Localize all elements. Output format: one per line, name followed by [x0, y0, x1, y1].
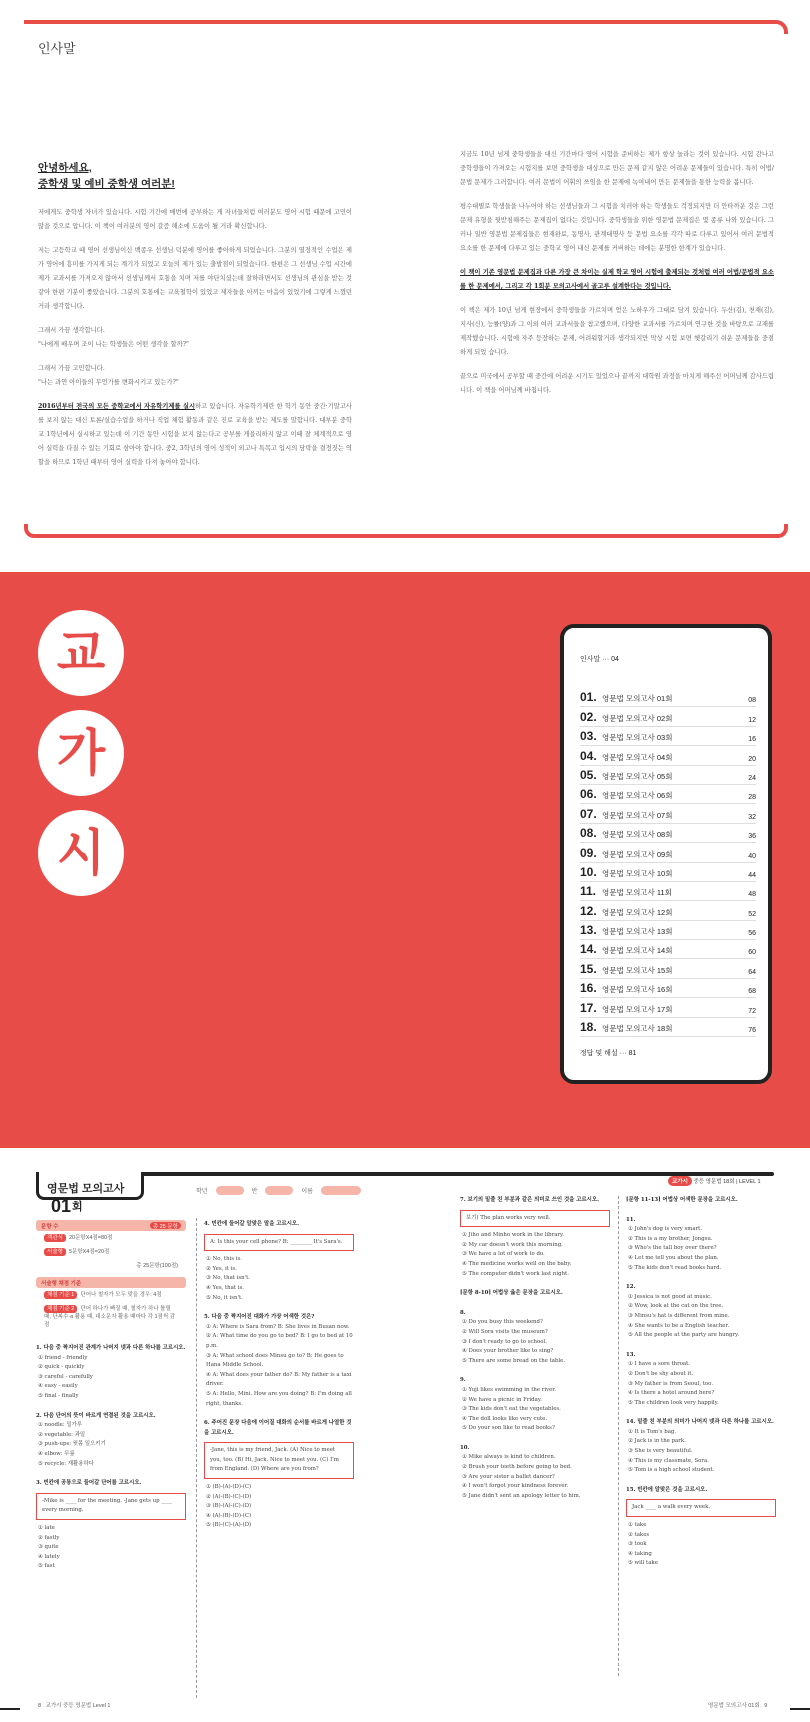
answer-option[interactable]: ② Don't be shy about it.	[628, 1370, 694, 1377]
info-title: 문항 수	[41, 1224, 59, 1230]
answer-option[interactable]: ③ She is very beautiful.	[628, 1448, 693, 1455]
info-total: 총 25 문항	[150, 1222, 181, 1229]
toc-item-title: 영문법 모의고사 16회	[602, 985, 673, 995]
toc-item[interactable]	[580, 727, 756, 746]
answer-option[interactable]: ① Jiho and Minho work in the library.	[462, 1232, 565, 1239]
answer-option[interactable]: ① take	[628, 1522, 647, 1529]
lead-line-2: 중학생 및 예비 중학생 여러분!	[38, 178, 175, 190]
toc-item-page: 16	[748, 736, 756, 744]
question-stem: 7. 보기의 밑줄 친 부분과 같은 의미로 쓰인 것을 고르시오.	[460, 1197, 599, 1203]
greeting-left-column	[38, 160, 352, 480]
paragraph: 평수대별로 학생들을 나누어야 하는 선생님들과 그 시험을 치러야 하는 학생들도 걱정되지만 더 안타까운 것은 그런 문제 유형을 뒷받침해주는 문제집이 없다는 것입니다. 중학생들을 위한 영문법 문제집은 몇 종류 나와 있습니다. 그러나 일반 영문법 문제집들은 현재완료, 동명사, 관계대명사 등 문법 요소를 각각 따로 다루고 있어서 여러 문법적 요소를 한 문제에 다루고 있는 중학교 영어 내신 문제를 커버하는 데에는 분명한 한계가 있습니다.	[460, 203, 774, 252]
toc-item-title: 영문법 모의고사 01회	[602, 694, 673, 704]
table-of-contents	[560, 624, 772, 1084]
exam-suffix: 회	[72, 1201, 83, 1213]
toc-item[interactable]	[580, 998, 756, 1017]
paragraph: 저에게도 중학생 자녀가 있습니다. 시험 기간에 매번에 공부하는 게 자녀들처럼 여러분도 영어 시험 때문에 고민이 많을 것으로 압니다. 이 책이 여러분의 영어 갈증 해소에 도움이 될 거라 확신합니다.	[38, 209, 352, 230]
answer-option[interactable]: ④ A: What does your father do? B: My father is a taxi driver.	[206, 1371, 352, 1388]
question-stem: 1. 다음 중 짝지어진 관계가 나머지 넷과 다른 하나를 고르시오.	[36, 1345, 186, 1351]
info-text: 5문항X4점=20점	[68, 1249, 110, 1255]
answer-option[interactable]: ④ Yes, that is.	[206, 1284, 244, 1291]
toc-item-page: 12	[748, 716, 756, 724]
answer-option[interactable]: ③ careful - carefully	[38, 1373, 93, 1380]
exam-title	[36, 1172, 144, 1216]
info-row	[36, 1288, 186, 1302]
toc-item-page: 36	[748, 833, 756, 841]
toc-item[interactable]	[580, 1018, 756, 1037]
answer-option[interactable]: ③ push-ups: 윗몸 일으키기	[38, 1441, 106, 1448]
paragraph: "나는 과연 아이들의 무언가를 변화시키고 있는가?"	[38, 379, 179, 386]
toc-item-num: 13.	[580, 923, 597, 938]
answer-option[interactable]: ③ The kids don't eat the vegetables.	[462, 1406, 561, 1413]
answer-option[interactable]: ③ quite	[38, 1544, 59, 1551]
class-field[interactable]	[265, 1186, 293, 1195]
question-stem: 15. 빈칸에 알맞은 것을 고르시오.	[626, 1486, 708, 1493]
answer-option[interactable]: ① late	[38, 1524, 55, 1531]
answer-option[interactable]: ② quick - quickly	[38, 1364, 85, 1371]
toc-item-page: 72	[748, 1007, 756, 1015]
question-stem: 4. 빈칸에 들어갈 알맞은 말을 고르시오.	[204, 1221, 299, 1227]
highlight-text: 2016년부터 전국의 모든 중학교에서 자유학기제를 실시	[38, 403, 196, 410]
page-number-right: 9	[764, 1703, 768, 1709]
info-box	[36, 1220, 186, 1332]
paragraph: "나에게 배우며 조이 나는 학생들은 어떤 생각을 할까?"	[38, 341, 189, 348]
toc-item-title: 영문법 모의고사 15회	[602, 965, 673, 975]
answer-option[interactable]: ③ My father is from Seoul, too.	[628, 1380, 714, 1387]
info-tag: 객관식	[44, 1234, 66, 1242]
footer-left-text: 교가시 중등 영문법 Level 1	[45, 1703, 111, 1709]
info-tag: 채점 기준 2	[44, 1305, 77, 1313]
toc-item-num: 07.	[580, 806, 597, 821]
answer-option[interactable]: ① Yuji likes swimming in the river.	[462, 1386, 556, 1393]
answer-option[interactable]: ④ elbow: 무릎	[38, 1450, 75, 1457]
answer-option[interactable]: ⑤ There are some bread on the table.	[462, 1357, 566, 1364]
answer-option[interactable]: ⑤ (B)-(C)-(A)-(D)	[206, 1522, 252, 1529]
answer-option[interactable]: ④ Does your brother like to sing?	[462, 1348, 554, 1355]
answer-option[interactable]: ⑤ Jane didn't sent an apology letter to him.	[462, 1492, 581, 1499]
toc-item-title: 영문법 모의고사 12회	[602, 907, 673, 917]
toc-item-num: 04.	[580, 748, 597, 763]
answer-option[interactable]: ③ (B)-(A)-(C)-(D)	[206, 1503, 252, 1510]
toc-item-page: 76	[748, 1027, 756, 1035]
toc-item[interactable]	[580, 707, 756, 726]
toc-item[interactable]	[580, 921, 756, 940]
toc-item[interactable]	[580, 863, 756, 882]
lead-line-1: 안녕하세요,	[38, 162, 92, 174]
toc-item[interactable]	[580, 804, 756, 823]
info-title-2: 서술형 채점 기준	[41, 1281, 82, 1287]
answer-option[interactable]: ② Will Sora visits the museum?	[462, 1328, 548, 1335]
name-field[interactable]	[321, 1186, 361, 1195]
toc-item-page: 08	[748, 697, 756, 705]
toc-item-title: 영문법 모의고사 02회	[602, 713, 673, 723]
toc-item[interactable]	[580, 882, 756, 901]
toc-item-num: 12.	[580, 903, 597, 918]
toc-item-num: 05.	[580, 767, 597, 782]
exam-number: 01	[51, 1196, 72, 1216]
page-number-left: 8	[38, 1703, 42, 1709]
toc-item-title: 영문법 모의고사 07회	[602, 810, 673, 820]
question-stem: [문항 11-13] 어법상 어색한 문장을 고르시오.	[626, 1197, 738, 1203]
paragraph: 지금도 10년 넘게 중학생들을 대신 기간마다 영어 시험을 준비하는 제가 항상 놀라는 것이 있습니다. 시험 감나고 중학생들이 가져오는 시험지를 보면 중학생을 대상으로 만든 문제 같지 않은 어려운 문제들이 있습니다. 특히 어법/문법 문제가 그러합니다. 여러 문법이 어휘의 쓰임을 한 문제에 녹여내어 만든 문제들을 통한 능력을 봅니다.	[460, 151, 774, 186]
toc-item-page: 68	[748, 988, 756, 996]
toc-item[interactable]	[580, 940, 756, 959]
answer-option[interactable]: ④ This is my classmate, Sora.	[628, 1457, 709, 1464]
toc-item-title: 영문법 모의고사 14회	[602, 946, 673, 956]
answer-option[interactable]: ⑤ final - finally	[38, 1392, 79, 1399]
answer-option[interactable]: ④ taking	[628, 1550, 652, 1557]
answer-option[interactable]: ② vegetable: 과일	[38, 1431, 86, 1438]
toc-item-num: 08.	[580, 826, 597, 841]
question-box: -Mike is ____ for the meeting. -Jane gets up ____ every morning.	[36, 1493, 186, 1520]
toc-item[interactable]	[580, 766, 756, 785]
answer-option[interactable]: ① noodle: 밀가루	[38, 1422, 83, 1429]
greeting-right-column	[460, 148, 774, 408]
info-text: 단어 하나가 빠질 때, 철자가 하나 틀릴 때, 단복수·a 활용 때, 대소문자 활용 때마다 각 1점씩 감점	[44, 1306, 176, 1328]
answer-option[interactable]: ⑤ will take	[628, 1560, 658, 1567]
answer-option[interactable]: ⑤ fast	[38, 1563, 55, 1570]
question-box: -Jane, this is my friend, Jack. (A) Nice to meet you, too. (B) Hi, Jack. Nice to meet you. (C) I'm from England. (D) Where are you from?	[204, 1442, 354, 1479]
info-row	[36, 1259, 186, 1273]
answer-option[interactable]: ① friend - friendly	[38, 1354, 88, 1361]
question-stem: 9.	[460, 1377, 466, 1384]
info-row	[36, 1245, 186, 1259]
toc-item-num: 16.	[580, 981, 597, 996]
toc-item-page: 20	[748, 755, 756, 763]
answer-option[interactable]: ③ No, that isn't.	[206, 1275, 250, 1282]
toc-item-num: 02.	[580, 709, 597, 724]
answer-option[interactable]: ① (B)-(A)-(D)-(C)	[206, 1484, 252, 1491]
column-divider	[196, 1218, 197, 1698]
question-stem: 6. 주어진 문장 다음에 이어질 대화의 순서를 바르게 나열한 것을 고르시오.	[204, 1420, 352, 1436]
toc-item[interactable]	[580, 688, 756, 707]
question-column-3	[460, 1196, 610, 1501]
answer-option[interactable]: ④ Is there a hotel around here?	[628, 1390, 715, 1397]
toc-intro[interactable]: 인사말 ··· 04	[580, 656, 619, 663]
info-text: 단어나 철자가 모두 맞을 경우: 4점	[80, 1292, 162, 1298]
question-stem: 12.	[626, 1284, 636, 1291]
paragraph-rest: 하고 있습니다. 자유학기제란 한 학기 동안 중간·기말고사를 보지 않는 대신 토론/실습수업을 하거나 직업 체험 활동과 같은 진로 교육을 받는 제도를 말합니다. 대부분 중학교 1학년에서 실시하고 있는데 이 기간 동안 시험을 보지 않는다고 공부를 게을리하지 않고 이때 잘 체계적으로 영어 실력을 다질 수 있는 기회로 삼아야 합니다. 중2, 3학년의 영어 성적이 외고나 특목고 입시의 당락을 결정짓는 역할을 하므로 1학년 때부터 영어 실력을 다져 놓아야 합니다.	[38, 403, 353, 466]
toc-item-page: 52	[748, 910, 756, 918]
toc-item-num: 06.	[580, 787, 597, 802]
toc-item-num: 01.	[580, 690, 597, 705]
question-column-2	[204, 1220, 354, 1531]
paragraph: 이 책은 제가 10년 넘게 현장에서 중학생들을 가르치며 얻은 노하우가 그대로 담겨 있습니다. 두산(김), 천재(김), 지사(신), 능률(양)과 그 이외 여러 교과서들을 참고했으며, 다양한 교과서를 가르치며 연구한 것을 바탕으로 교재를 제작했습니다. 시험에 자주 등장하는 문제, 어려워할거라 생각되지만 막상 시험 보면 헷갈리기 쉬운 문제들을 중점하게 되었 습니다.	[460, 307, 774, 356]
answer-option[interactable]: ⑤ recycle: 재활용하다	[38, 1460, 94, 1467]
answer-option[interactable]: ① I have a sore throat.	[628, 1361, 690, 1368]
paragraph: 이 책이 기존 영문법 문제집과 다른 가장 큰 차이는 실제 학교 영어 시험에 출제되는 것처럼 여러 어법/문법적 요소를 한 문제에서, 그리고 각 1회분 모의고사에서 골고루 설계한다는 것입니다.	[460, 269, 774, 290]
column-divider	[618, 1196, 619, 1676]
student-fields	[196, 1186, 361, 1195]
question-stem: 8.	[460, 1309, 466, 1316]
toc-item-page: 44	[748, 871, 756, 879]
paragraph: 그래서 가끔 고민합니다.	[38, 365, 105, 372]
info-rows-2	[36, 1288, 186, 1332]
question-stem: 2. 다음 단어의 뜻이 바르게 연결된 것을 고르시오.	[36, 1412, 156, 1419]
answer-option[interactable]: ② This is a my brother, Jongsu.	[628, 1235, 713, 1242]
answer-option[interactable]: ⑤ Tom is a high school student.	[628, 1467, 715, 1474]
answer-option[interactable]: ① It is Tom's bag.	[628, 1428, 677, 1435]
info-row	[36, 1302, 186, 1332]
info-header-2	[36, 1277, 186, 1288]
grade-field[interactable]	[216, 1186, 244, 1195]
info-text: 20문항X4점=80점	[68, 1235, 113, 1241]
toc-item-page: 48	[748, 891, 756, 899]
name-label: 이름	[301, 1189, 313, 1195]
greeting-spread	[0, 0, 810, 572]
question-column-4	[626, 1196, 776, 1569]
question-stem: 10.	[460, 1444, 470, 1451]
toc-item[interactable]	[580, 785, 756, 804]
answer-option[interactable]: ④ (A)-(B)-(D)-(C)	[206, 1512, 252, 1519]
greeting-lead	[38, 160, 352, 192]
answer-option[interactable]: ② We have a picnic in Friday.	[462, 1396, 542, 1403]
top-frame-border	[24, 20, 788, 34]
toc-list	[580, 688, 756, 1037]
toc-item[interactable]	[580, 901, 756, 920]
toc-item-title: 영문법 모의고사 08회	[602, 830, 673, 840]
answer-option[interactable]: ② (A)-(B)-(C)-(D)	[206, 1493, 252, 1500]
question-box: 보기) The plan works very well.	[460, 1210, 610, 1228]
question-box: A: Is this your cell phone? B: ________ It's Sara's.	[204, 1234, 354, 1252]
footer-right	[708, 1701, 767, 1709]
toc-item-title: 영문법 모의고사 18회	[602, 1024, 673, 1034]
toc-item-num: 15.	[580, 961, 597, 976]
question-stem: 14. 밑줄 친 부분의 의미가 나머지 넷과 다른 하나를 고르시오.	[626, 1419, 774, 1426]
toc-item-title: 영문법 모의고사 17회	[602, 1004, 673, 1014]
brand-tag: 교가시	[668, 1176, 692, 1186]
answer-option[interactable]: ③ Are your sister a ballet dancer?	[462, 1473, 555, 1480]
toc-item[interactable]	[580, 979, 756, 998]
answer-option[interactable]: ② Wow, look at the cat on the tree.	[628, 1303, 724, 1310]
answer-option[interactable]: ④ The doll looks like very cute.	[462, 1415, 548, 1422]
answer-option[interactable]: ③ We have a lot of work to do.	[462, 1251, 545, 1258]
toc-item-title: 영문법 모의고사 11회	[602, 888, 672, 898]
cover-char-1: 교	[38, 610, 124, 696]
toc-item-num: 09.	[580, 845, 597, 860]
info-tag: 채점 기준 1	[44, 1291, 77, 1299]
answer-option[interactable]: ③ Minsu's hat is different from mine.	[628, 1312, 730, 1319]
answer-option[interactable]: ④ Let me tell you about the plan.	[628, 1254, 719, 1261]
toc-item-title: 영문법 모의고사 09회	[602, 849, 673, 859]
answer-option[interactable]: ② Brush your teeth before going to bed.	[462, 1464, 572, 1471]
answer-option[interactable]: ③ A: What school does Minsu go to? B: He goes to Hana Middle School.	[206, 1352, 344, 1369]
toc-item-title: 영문법 모의고사 04회	[602, 752, 673, 762]
answer-option[interactable]: ⑤ The computer didn't work last night.	[462, 1270, 569, 1277]
paragraph: 끝으로 미국에서 공부할 때 중간에 어려운 시기도 있었으나 끝까지 대학원 과정을 마치게 해주신 어머님께 감사드립니다. 이 책을 어머님께 바칩니다.	[460, 373, 774, 394]
answer-option[interactable]: ⑤ A: Hello, Mini. How are you doing? B: I'm doing all right, thanks.	[206, 1390, 352, 1407]
exam-spread	[0, 1148, 810, 1722]
answer-option[interactable]: ① No, this is.	[206, 1256, 242, 1263]
info-row	[36, 1231, 186, 1245]
answer-option[interactable]: ② fastly	[38, 1534, 60, 1541]
answer-option[interactable]: ② takes	[628, 1531, 650, 1538]
toc-item-page: 40	[748, 852, 756, 860]
cover-char-3: 시	[38, 810, 124, 896]
greeting-title: 인사말	[38, 41, 76, 56]
toc-item[interactable]	[580, 746, 756, 765]
toc-item-title: 영문법 모의고사 06회	[602, 791, 673, 801]
exam-title-text: 영문법 모의고사	[47, 1183, 125, 1195]
footer-rule-left	[0, 1708, 20, 1710]
toc-item-num: 10.	[580, 864, 597, 879]
cover-char-2: 가	[38, 710, 124, 796]
answer-option[interactable]: ④ lately	[38, 1553, 60, 1560]
toc-item-page: 64	[748, 968, 756, 976]
answer-option[interactable]: ① Mike always is kind to children.	[462, 1454, 556, 1461]
answer-option[interactable]: ③ Who's the tall boy over there?	[628, 1245, 717, 1252]
question-box: Jack ____ a walk every week.	[626, 1499, 776, 1517]
toc-item-num: 17.	[580, 1000, 597, 1015]
answer-option[interactable]: ⑤ All the people at the party are hungry.	[628, 1332, 740, 1339]
answer-option[interactable]: ⑤ The kids don't read books hard.	[628, 1264, 722, 1271]
answer-option[interactable]: ④ She wants to be a English teacher.	[628, 1322, 730, 1329]
toc-item-num: 11.	[580, 884, 597, 899]
toc-item-title: 영문법 모의고사 05회	[602, 771, 673, 781]
answer-option[interactable]: ④ The medicine works well on the baby.	[462, 1260, 572, 1267]
grade-label: 학년	[196, 1189, 208, 1195]
paragraph	[38, 400, 352, 470]
toc-item-title: 영문법 모의고사 10회	[602, 868, 673, 878]
toc-item-page: 24	[748, 774, 756, 782]
toc-item[interactable]	[580, 824, 756, 843]
answer-option[interactable]: ① Do you busy this weekend?	[462, 1319, 543, 1326]
toc-item[interactable]	[580, 959, 756, 978]
toc-item-page: 32	[748, 813, 756, 821]
info-header	[36, 1220, 186, 1231]
question-column-1	[36, 1344, 186, 1572]
answer-option[interactable]: ④ I won't forgot your kindness forever.	[462, 1483, 569, 1490]
answer-option[interactable]: ② Jack is in the park.	[628, 1438, 686, 1445]
paragraph: 그래서 가끔 생각합니다.	[38, 327, 105, 334]
answer-option[interactable]: ① Jessica is not good at music.	[628, 1293, 712, 1300]
bottom-frame-border	[24, 524, 788, 538]
info-tag: 서술형	[44, 1248, 66, 1256]
header-rule	[36, 1172, 774, 1176]
question-stem: 13.	[626, 1351, 636, 1358]
toc-item-num: 03.	[580, 729, 597, 744]
toc-item-num: 14.	[580, 942, 597, 957]
paragraph: 저는 고등학교 때 영어 선생님이신 백종우 선생님 덕분에 영어를 좋아하게 되었습니다. 그분의 열정적인 수업은 제가 영어에 흥미를 가지게 되는 계기가 되었고 오늘의 제가 있는 출발점이 되었습니다. 한편은 그 선생님 수업 시간에 제가 교과서를 가져오지 않아서 선생님께서 호통을 치며 저를 야단치셨는데 잘하라면서도 선생님의 관심을 받는 것 같아 한편 기분이 좋았습니다. 그분의 호통에는 교육철학이 있었고 제자들을 아끼는 마음이 있었기에 그렇게 느꼈던 거라 생각합니다.	[38, 247, 352, 310]
right-header	[668, 1176, 761, 1186]
answer-option[interactable]: ④ easy - easily	[38, 1383, 78, 1390]
answer-option[interactable]: ③ took	[628, 1541, 647, 1548]
answer-option[interactable]: ② Yes, it is.	[206, 1265, 237, 1272]
info-rows	[36, 1231, 186, 1273]
answer-option[interactable]: ① A: Where is Sara from? B: She lives in Busan now.	[206, 1323, 350, 1330]
info-text: 총 25문항(100점)	[136, 1263, 178, 1269]
toc-item-num: 18.	[580, 1020, 597, 1035]
answer-option[interactable]: ⑤ Do your son like to read books?	[462, 1425, 555, 1432]
footer-left	[38, 1701, 110, 1709]
answer-option[interactable]: ① John's dog is very smart.	[628, 1226, 703, 1233]
series-label: 중등 영문법 18회 | LEVEL 1	[693, 1179, 761, 1185]
answer-option[interactable]: ⑤ No, it isn't.	[206, 1294, 243, 1301]
class-label: 반	[251, 1189, 258, 1195]
toc-item-page: 56	[748, 930, 756, 938]
toc-item-title: 영문법 모의고사 03회	[602, 733, 673, 743]
question-stem: [문항 8-10] 어법상 옳은 문장을 고르시오.	[460, 1290, 563, 1297]
footer-rule-right	[790, 1708, 810, 1710]
answer-option[interactable]: ③ I don't ready to go to school.	[462, 1338, 547, 1345]
answer-option[interactable]: ② A: What time do you go to bed? B: I go to bed at 10 p.m.	[206, 1333, 353, 1349]
footer-right-text: 영문법 모의고사 01회	[708, 1703, 760, 1709]
question-stem: 3. 빈칸에 공통으로 들어갈 단어를 고르시오.	[36, 1480, 142, 1487]
question-stem: 11.	[626, 1216, 636, 1223]
toc-item[interactable]	[580, 843, 756, 862]
toc-answers[interactable]: 정답 및 해설 ··· 81	[580, 1050, 637, 1057]
answer-option[interactable]: ⑤ The children look very happily.	[628, 1399, 719, 1406]
answer-option[interactable]: ② My car doesn't work this morning.	[462, 1241, 563, 1248]
toc-item-title: 영문법 모의고사 13회	[602, 927, 673, 937]
toc-item-page: 60	[748, 949, 756, 957]
toc-item-page: 28	[748, 794, 756, 802]
question-stem: 5. 다음 중 짝지어진 대화가 가장 어색한 것은?	[204, 1314, 315, 1321]
